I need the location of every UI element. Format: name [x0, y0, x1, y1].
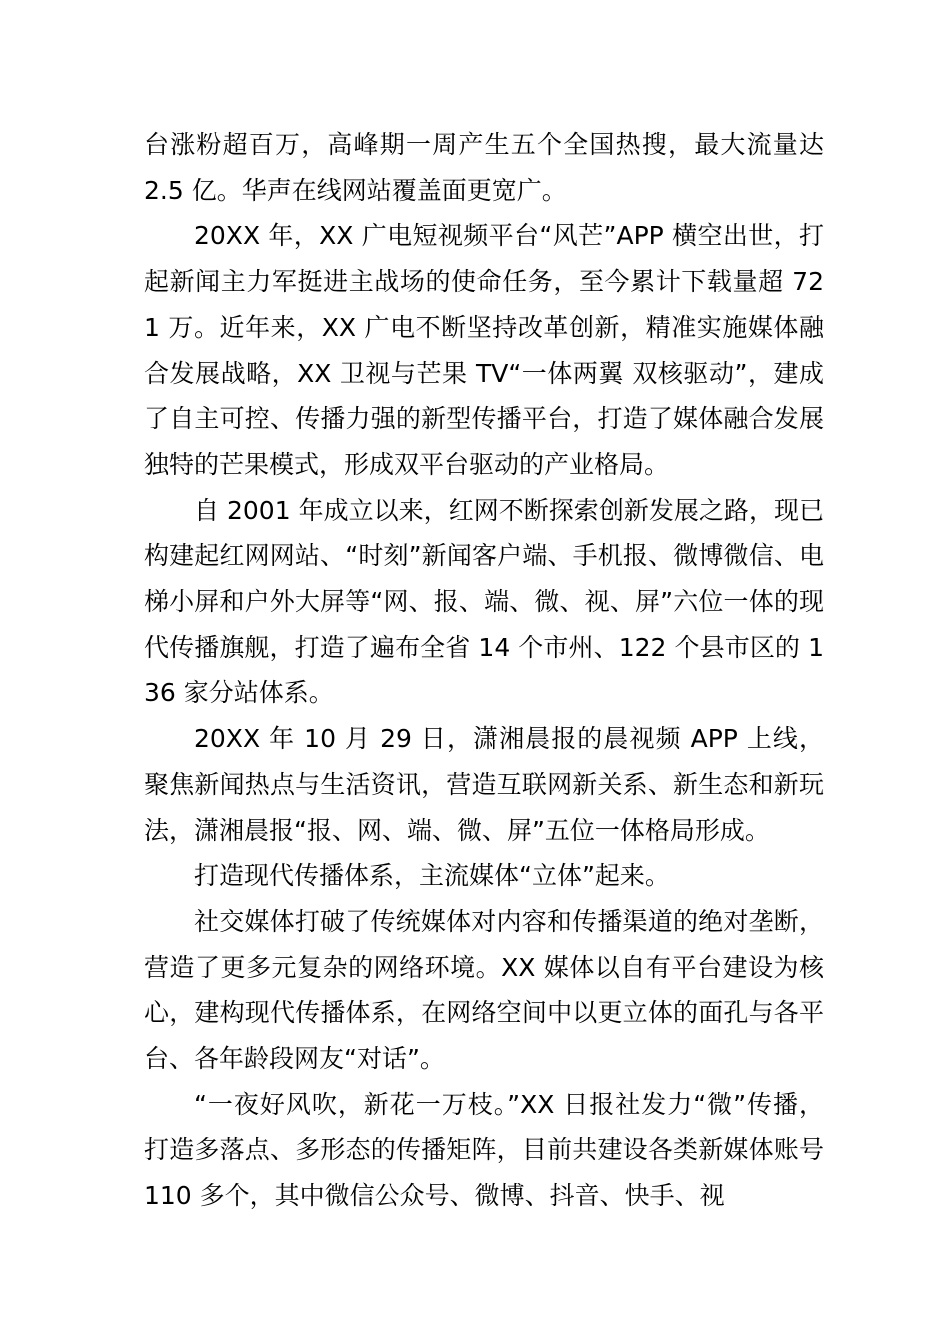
- paragraph-5: 打造现代传播体系，主流媒体“立体”起来。: [194, 861, 670, 891]
- paragraph-2: 20XX 年，XX 广电短视频平台“风芒”APP 横空出世，打起新闻主力军挺进主战场的使命任务，至今累计下载量超 721 万。近年来，XX 广电不断坚持改革创新，精准实施媒体融合发展战略，XX 卫视与芒果 TV“一体两翼 双核驱动”，建成了自主可控、传播力强的新型传播平台，打造了媒体融合发展独特的芒果模式，形成双平台驱动的产业格局。: [144, 221, 824, 479]
- paragraph-3: 自 2001 年成立以来，红网不断探索创新发展之路，现已构建起红网网站、“时刻”新闻客户端、手机报、微博微信、电梯小屏和户外大屏等“网、报、端、微、视、屏”六位一体的现代传播旗舰，打造了遍布全省 14 个市州、122 个县市区的 136 家分站体系。: [144, 495, 824, 708]
- paragraph-7: “一夜好风吹，新花一万枝。”XX 日报社发力“微”传播，打造多落点、多形态的传播矩阵，目前共建设各类新媒体账号 110 多个，其中微信公众号、微博、抖音、快手、视: [144, 1089, 824, 1211]
- paragraph-6: 社交媒体打破了传统媒体对内容和传播渠道的绝对垄断，营造了更多元复杂的网络环境。XX 媒体以自有平台建设为核心，建构现代传播体系，在网络空间中以更立体的面孔与各平台、各年龄段网友“对话”。: [144, 906, 824, 1074]
- paragraph-1: 台涨粉超百万，高峰期一周产生五个全国热搜，最大流量达 2.5 亿。华声在线网站覆盖面更宽广。: [144, 130, 824, 205]
- paragraph-4: 20XX 年 10 月 29 日，潇湘晨报的晨视频 APP 上线，聚焦新闻热点与生活资讯，营造互联网新关系、新生态和新玩法，潇湘晨报“报、网、端、微、屏”五位一体格局形成。: [144, 724, 824, 845]
- document-body: [144, 122, 824, 1219]
